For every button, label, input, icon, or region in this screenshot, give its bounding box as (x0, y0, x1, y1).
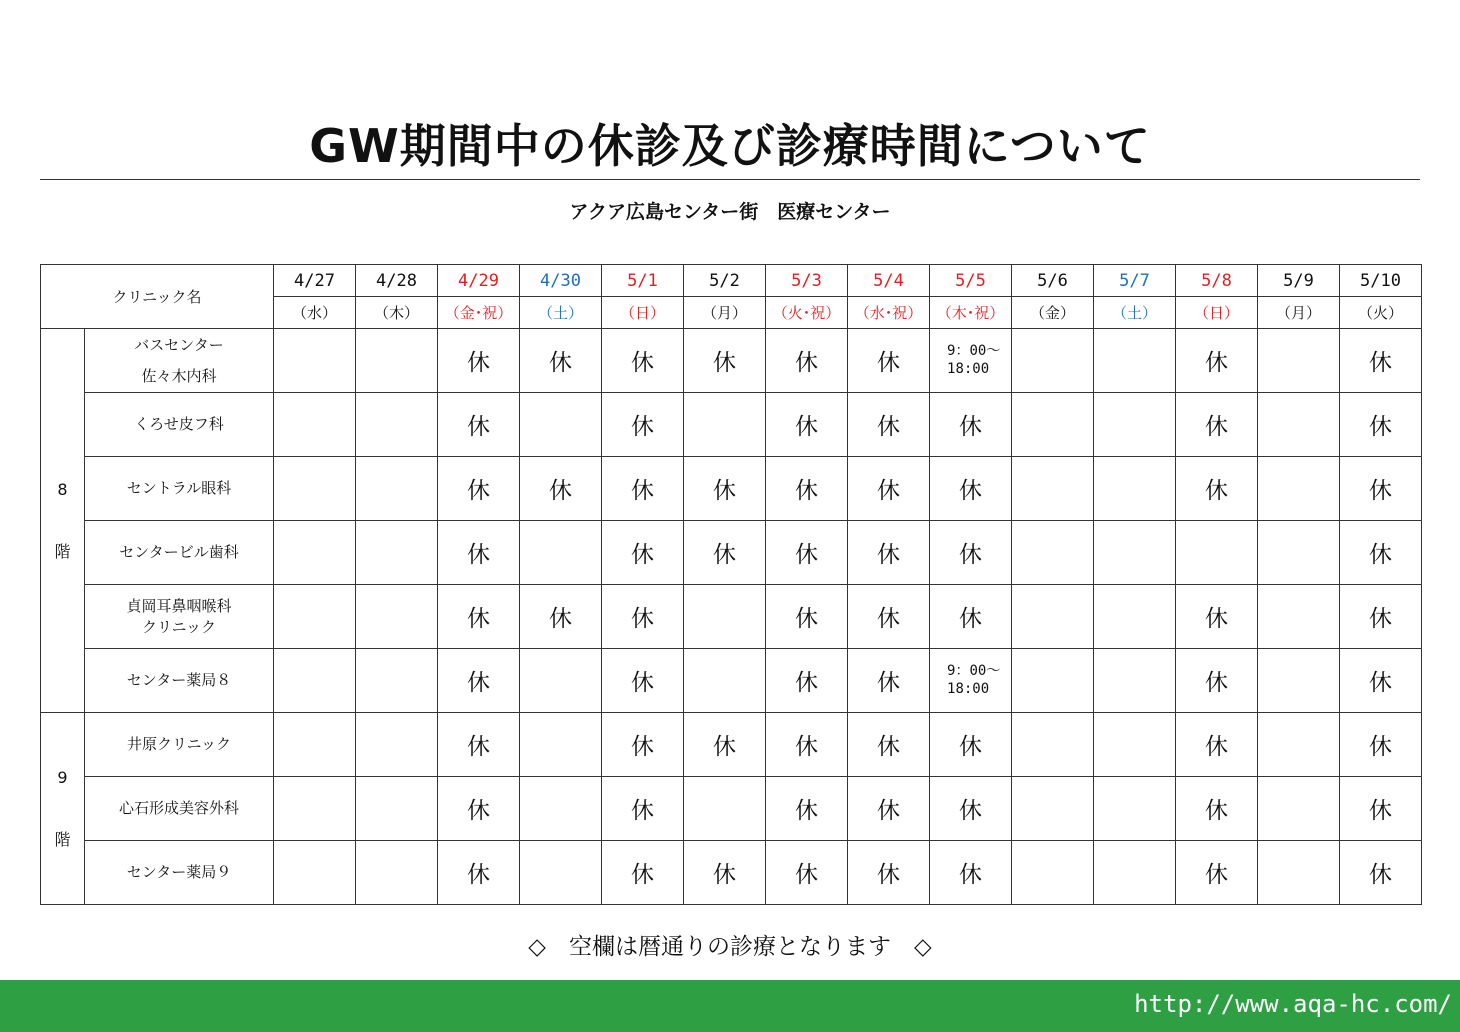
clinic-name (85, 585, 274, 649)
date-header: 4/29 (438, 265, 520, 297)
closed-cell: 休 (930, 585, 1012, 649)
date-header: 5/5 (930, 265, 1012, 297)
date-header: 5/3 (766, 265, 848, 297)
table-row (41, 841, 1422, 905)
closed-cell: 休 (602, 521, 684, 585)
table-row (41, 777, 1422, 841)
closed-cell: 休 (684, 841, 766, 905)
open-cell (1012, 585, 1094, 649)
open-cell (1012, 841, 1094, 905)
table-row (41, 329, 1422, 393)
open-cell (274, 329, 356, 393)
open-cell (1258, 649, 1340, 713)
open-cell (1012, 393, 1094, 457)
closed-cell: 休 (438, 713, 520, 777)
open-cell (1094, 841, 1176, 905)
table-row (41, 713, 1422, 777)
closed-cell: 休 (848, 521, 930, 585)
page-title: GW期間中の休診及び診療時間について (309, 119, 1151, 173)
open-cell (274, 713, 356, 777)
closed-cell: 休 (848, 713, 930, 777)
open-cell (274, 393, 356, 457)
weekday-header: （木） (356, 297, 438, 329)
weekday-header: （火） (1340, 297, 1422, 329)
date-header: 4/28 (356, 265, 438, 297)
closed-cell: 休 (1176, 329, 1258, 393)
closed-cell: 休 (930, 521, 1012, 585)
closed-cell: 休 (930, 457, 1012, 521)
closed-cell: 休 (1340, 841, 1422, 905)
open-cell (1012, 649, 1094, 713)
open-cell (1258, 329, 1340, 393)
open-cell (274, 521, 356, 585)
hours-cell: 9：00～ 18:00 (930, 329, 1012, 393)
closed-cell: 休 (1340, 393, 1422, 457)
closed-cell: 休 (602, 713, 684, 777)
closed-cell: 休 (438, 393, 520, 457)
clinic-name (85, 329, 274, 393)
clinic-name-line1: センタービル歯科 (119, 543, 239, 562)
closed-cell: 休 (766, 457, 848, 521)
open-cell (1012, 457, 1094, 521)
weekday-header: （金･祝） (438, 297, 520, 329)
closed-cell: 休 (848, 457, 930, 521)
open-cell (274, 841, 356, 905)
open-cell (1258, 457, 1340, 521)
clinic-name (85, 457, 274, 521)
closed-cell: 休 (1176, 777, 1258, 841)
clinic-name-line1: セントラル眼科 (126, 479, 232, 498)
weekday-header: （月） (684, 297, 766, 329)
open-cell (1258, 841, 1340, 905)
closed-cell: 休 (438, 329, 520, 393)
open-cell (274, 649, 356, 713)
closed-cell: 休 (438, 521, 520, 585)
open-cell (274, 457, 356, 521)
closed-cell: 休 (602, 393, 684, 457)
open-cell (1176, 521, 1258, 585)
date-header: 5/2 (684, 265, 766, 297)
date-header: 4/27 (274, 265, 356, 297)
closed-cell: 休 (1176, 713, 1258, 777)
closed-cell: 休 (848, 329, 930, 393)
open-cell (1094, 393, 1176, 457)
weekday-header: （月） (1258, 297, 1340, 329)
closed-cell: 休 (684, 329, 766, 393)
open-cell (520, 393, 602, 457)
closed-cell: 休 (930, 713, 1012, 777)
closed-cell: 休 (1176, 585, 1258, 649)
footer-bar (0, 980, 1460, 1032)
open-cell (520, 777, 602, 841)
date-header: 5/7 (1094, 265, 1176, 297)
closed-cell: 休 (684, 713, 766, 777)
open-cell (1258, 521, 1340, 585)
open-cell (1094, 649, 1176, 713)
table-row (41, 521, 1422, 585)
date-header: 5/6 (1012, 265, 1094, 297)
closed-cell: 休 (766, 649, 848, 713)
open-cell (1094, 585, 1176, 649)
floor-number: 9 (57, 767, 68, 787)
clinic-name-line2: 佐々木内科 (141, 366, 217, 385)
note-text: ◇ 空欄は暦通りの診療となります ◇ (528, 934, 932, 960)
closed-cell: 休 (438, 457, 520, 521)
weekday-header: （木･祝） (930, 297, 1012, 329)
open-cell (520, 713, 602, 777)
closed-cell: 休 (1340, 713, 1422, 777)
closed-cell: 休 (520, 585, 602, 649)
closed-cell: 休 (520, 457, 602, 521)
closed-cell: 休 (602, 649, 684, 713)
clinic-name-line2: クリニック (141, 617, 217, 636)
weekday-header: （日） (1176, 297, 1258, 329)
clinic-name-line1: 貞岡耳鼻咽喉科 (126, 597, 232, 616)
clinic-name-line1: センター薬局８ (126, 671, 232, 690)
holiday-schedule-table (40, 264, 1422, 905)
date-header: 5/1 (602, 265, 684, 297)
open-cell (356, 585, 438, 649)
open-cell (274, 777, 356, 841)
open-cell (1258, 393, 1340, 457)
closed-cell: 休 (602, 457, 684, 521)
closed-cell: 休 (602, 329, 684, 393)
clinic-name (85, 649, 274, 713)
clinic-name (85, 841, 274, 905)
date-header: 5/10 (1340, 265, 1422, 297)
floor-kanji: 階 (54, 829, 71, 849)
closed-cell: 休 (684, 457, 766, 521)
closed-cell: 休 (1176, 841, 1258, 905)
weekday-header: （土） (1094, 297, 1176, 329)
floor-number: 8 (57, 479, 68, 499)
closed-cell: 休 (1340, 777, 1422, 841)
open-cell (356, 649, 438, 713)
closed-cell: 休 (602, 777, 684, 841)
closed-cell: 休 (930, 777, 1012, 841)
open-cell (1258, 777, 1340, 841)
open-cell (684, 585, 766, 649)
closed-cell: 休 (438, 649, 520, 713)
closed-cell: 休 (848, 777, 930, 841)
floor-label (41, 329, 85, 713)
closed-cell: 休 (848, 649, 930, 713)
clinic-name (85, 393, 274, 457)
weekday-header: （日） (602, 297, 684, 329)
open-cell (356, 841, 438, 905)
closed-cell: 休 (1340, 329, 1422, 393)
closed-cell: 休 (848, 841, 930, 905)
date-header: 5/8 (1176, 265, 1258, 297)
closed-cell: 休 (1340, 585, 1422, 649)
closed-cell: 休 (1340, 521, 1422, 585)
open-cell (356, 329, 438, 393)
open-cell (520, 521, 602, 585)
open-cell (356, 457, 438, 521)
closed-cell: 休 (766, 329, 848, 393)
title-divider (40, 179, 1420, 180)
closed-cell: 休 (1340, 649, 1422, 713)
open-cell (1094, 329, 1176, 393)
closed-cell: 休 (438, 841, 520, 905)
weekday-header: （火･祝） (766, 297, 848, 329)
closed-cell: 休 (766, 585, 848, 649)
hours-cell: 9：00～ 18:00 (930, 649, 1012, 713)
weekday-header: （金） (1012, 297, 1094, 329)
clinic-name-line1: センター薬局９ (126, 863, 232, 882)
clinic-name (85, 713, 274, 777)
closed-cell: 休 (1176, 649, 1258, 713)
table-row (41, 649, 1422, 713)
open-cell (356, 713, 438, 777)
closed-cell: 休 (930, 841, 1012, 905)
open-cell (1012, 777, 1094, 841)
closed-cell: 休 (1176, 457, 1258, 521)
open-cell (1094, 521, 1176, 585)
open-cell (1012, 521, 1094, 585)
clinic-name-line1: くろせ皮フ科 (134, 415, 224, 434)
closed-cell: 休 (766, 841, 848, 905)
floor-label (41, 713, 85, 905)
open-cell (1012, 713, 1094, 777)
date-header: 5/9 (1258, 265, 1340, 297)
weekday-header: （水･祝） (848, 297, 930, 329)
closed-cell: 休 (438, 777, 520, 841)
open-cell (1094, 713, 1176, 777)
open-cell (1094, 457, 1176, 521)
clinic-name (85, 521, 274, 585)
closed-cell: 休 (930, 393, 1012, 457)
table-row (41, 585, 1422, 649)
closed-cell: 休 (438, 585, 520, 649)
table-row (41, 457, 1422, 521)
page-subtitle: アクア広島センター街 医療センター (569, 201, 891, 223)
closed-cell: 休 (684, 521, 766, 585)
open-cell (684, 393, 766, 457)
weekday-header: （土） (520, 297, 602, 329)
open-cell (1012, 329, 1094, 393)
closed-cell: 休 (602, 841, 684, 905)
closed-cell: 休 (766, 713, 848, 777)
clinic-name-line1: 心石形成美容外科 (119, 799, 240, 818)
open-cell (356, 393, 438, 457)
open-cell (520, 649, 602, 713)
open-cell (1258, 713, 1340, 777)
closed-cell: 休 (602, 585, 684, 649)
open-cell (684, 777, 766, 841)
closed-cell: 休 (766, 393, 848, 457)
open-cell (520, 841, 602, 905)
weekday-header: （水） (274, 297, 356, 329)
closed-cell: 休 (1340, 457, 1422, 521)
open-cell (356, 777, 438, 841)
date-header: 4/30 (520, 265, 602, 297)
date-header: 5/4 (848, 265, 930, 297)
open-cell (274, 585, 356, 649)
floor-kanji: 階 (54, 541, 71, 561)
table-row (41, 393, 1422, 457)
closed-cell: 休 (1176, 393, 1258, 457)
open-cell (684, 649, 766, 713)
open-cell (356, 521, 438, 585)
closed-cell: 休 (520, 329, 602, 393)
closed-cell: 休 (766, 777, 848, 841)
closed-cell: 休 (766, 521, 848, 585)
footer-url-link[interactable]: http://www.aqa-hc.com/ (1134, 990, 1452, 1018)
clinic-name-line1: バスセンター (134, 336, 224, 355)
clinic-name-header: クリニック名 (41, 265, 274, 329)
open-cell (1258, 585, 1340, 649)
open-cell (1094, 777, 1176, 841)
closed-cell: 休 (848, 585, 930, 649)
clinic-name-line1: 井原クリニック (126, 735, 232, 754)
clinic-name (85, 777, 274, 841)
closed-cell: 休 (848, 393, 930, 457)
